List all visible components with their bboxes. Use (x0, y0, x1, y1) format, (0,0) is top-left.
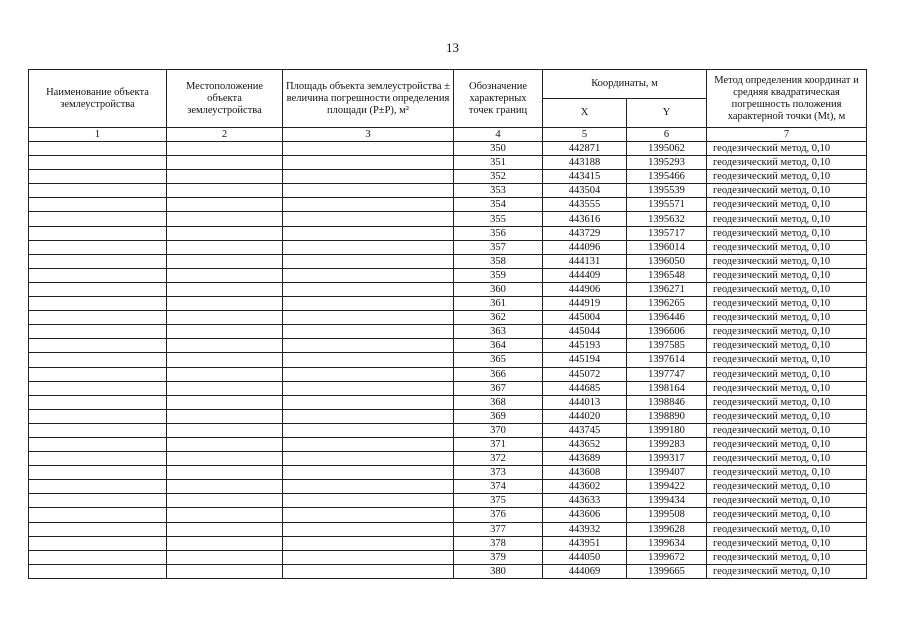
area-cell (283, 282, 454, 296)
coordinates-table (28, 69, 867, 579)
table-row (29, 325, 867, 339)
y-coordinate-cell: 1395632 (627, 212, 707, 226)
location-cell (167, 522, 283, 536)
y-coordinate-cell: 1395717 (627, 226, 707, 240)
method-cell: геодезический метод, 0,10 (707, 325, 867, 339)
location-cell (167, 240, 283, 254)
table-row (29, 226, 867, 240)
location-cell (167, 156, 283, 170)
area-cell (283, 564, 454, 578)
location-cell (167, 494, 283, 508)
object-name-cell (29, 226, 167, 240)
table-row (29, 367, 867, 381)
location-cell (167, 395, 283, 409)
y-coordinate-cell: 1395539 (627, 184, 707, 198)
method-cell: геодезический метод, 0,10 (707, 395, 867, 409)
table-row (29, 423, 867, 437)
method-cell: геодезический метод, 0,10 (707, 198, 867, 212)
x-coordinate-cell: 445004 (543, 311, 627, 325)
object-name-cell (29, 254, 167, 268)
object-name-cell (29, 452, 167, 466)
table-row (29, 550, 867, 564)
object-name-cell (29, 353, 167, 367)
location-cell (167, 268, 283, 282)
x-coordinate-cell: 445193 (543, 339, 627, 353)
object-name-cell (29, 409, 167, 423)
object-name-cell (29, 480, 167, 494)
point-cell: 379 (454, 550, 543, 564)
table-row (29, 297, 867, 311)
x-coordinate-cell: 443951 (543, 536, 627, 550)
page-number: 13 (446, 40, 459, 55)
table-row (29, 170, 867, 184)
y-coordinate-cell: 1397747 (627, 367, 707, 381)
table-row (29, 508, 867, 522)
point-cell: 369 (454, 409, 543, 423)
object-name-cell (29, 268, 167, 282)
point-cell: 364 (454, 339, 543, 353)
method-cell: геодезический метод, 0,10 (707, 508, 867, 522)
method-cell: геодезический метод, 0,10 (707, 522, 867, 536)
area-cell (283, 409, 454, 423)
y-coordinate-cell: 1395571 (627, 198, 707, 212)
method-cell: геодезический метод, 0,10 (707, 494, 867, 508)
location-cell (167, 536, 283, 550)
x-coordinate-cell: 443689 (543, 452, 627, 466)
x-coordinate-cell: 445044 (543, 325, 627, 339)
table-row (29, 353, 867, 367)
point-cell: 378 (454, 536, 543, 550)
area-cell (283, 325, 454, 339)
y-coordinate-cell: 1396014 (627, 240, 707, 254)
y-coordinate-cell: 1399672 (627, 550, 707, 564)
method-cell: геодезический метод, 0,10 (707, 311, 867, 325)
table-row (29, 409, 867, 423)
table-row (29, 142, 867, 156)
area-cell (283, 212, 454, 226)
x-coordinate-cell: 443602 (543, 480, 627, 494)
x-coordinate-cell: 444069 (543, 564, 627, 578)
method-cell: геодезический метод, 0,10 (707, 226, 867, 240)
y-coordinate-cell: 1396050 (627, 254, 707, 268)
x-coordinate-cell: 444096 (543, 240, 627, 254)
method-cell: геодезический метод, 0,10 (707, 170, 867, 184)
object-name-cell (29, 170, 167, 184)
header-area: Площадь объекта землеустройства ± величина погрешности определения площади (P±P), м² (283, 70, 454, 128)
object-name-cell (29, 508, 167, 522)
table-row (29, 466, 867, 480)
column-number: 4 (454, 128, 543, 142)
location-cell (167, 550, 283, 564)
area-cell (283, 254, 454, 268)
column-number: 7 (707, 128, 867, 142)
location-cell (167, 198, 283, 212)
point-cell: 363 (454, 325, 543, 339)
point-cell: 372 (454, 452, 543, 466)
location-cell (167, 212, 283, 226)
point-cell: 365 (454, 353, 543, 367)
table-row (29, 536, 867, 550)
area-cell (283, 367, 454, 381)
point-cell: 375 (454, 494, 543, 508)
object-name-cell (29, 550, 167, 564)
x-coordinate-cell: 444685 (543, 381, 627, 395)
table-row (29, 184, 867, 198)
x-coordinate-cell: 443652 (543, 437, 627, 451)
column-number: 3 (283, 128, 454, 142)
location-cell (167, 325, 283, 339)
method-cell: геодезический метод, 0,10 (707, 564, 867, 578)
column-numbers-row (29, 128, 867, 142)
column-number: 1 (29, 128, 167, 142)
point-cell: 377 (454, 522, 543, 536)
area-cell (283, 395, 454, 409)
method-cell: геодезический метод, 0,10 (707, 480, 867, 494)
x-coordinate-cell: 444409 (543, 268, 627, 282)
object-name-cell (29, 395, 167, 409)
area-cell (283, 353, 454, 367)
column-number: 5 (543, 128, 627, 142)
y-coordinate-cell: 1399434 (627, 494, 707, 508)
method-cell: геодезический метод, 0,10 (707, 212, 867, 226)
point-cell: 356 (454, 226, 543, 240)
header-y: Y (627, 99, 707, 128)
area-cell (283, 522, 454, 536)
location-cell (167, 564, 283, 578)
y-coordinate-cell: 1397585 (627, 339, 707, 353)
method-cell: геодезический метод, 0,10 (707, 156, 867, 170)
table-row (29, 212, 867, 226)
point-cell: 350 (454, 142, 543, 156)
y-coordinate-cell: 1399317 (627, 452, 707, 466)
table-row (29, 522, 867, 536)
point-cell: 354 (454, 198, 543, 212)
point-cell: 380 (454, 564, 543, 578)
location-cell (167, 367, 283, 381)
point-cell: 360 (454, 282, 543, 296)
column-number: 2 (167, 128, 283, 142)
table-row (29, 494, 867, 508)
location-cell (167, 480, 283, 494)
object-name-cell (29, 522, 167, 536)
y-coordinate-cell: 1399283 (627, 437, 707, 451)
location-cell (167, 466, 283, 480)
object-name-cell (29, 339, 167, 353)
object-name-cell (29, 536, 167, 550)
object-name-cell (29, 198, 167, 212)
location-cell (167, 282, 283, 296)
area-cell (283, 297, 454, 311)
area-cell (283, 494, 454, 508)
location-cell (167, 409, 283, 423)
y-coordinate-cell: 1399422 (627, 480, 707, 494)
method-cell: геодезический метод, 0,10 (707, 339, 867, 353)
point-cell: 373 (454, 466, 543, 480)
method-cell: геодезический метод, 0,10 (707, 466, 867, 480)
area-cell (283, 226, 454, 240)
y-coordinate-cell: 1397614 (627, 353, 707, 367)
y-coordinate-cell: 1396446 (627, 311, 707, 325)
object-name-cell (29, 142, 167, 156)
object-name-cell (29, 282, 167, 296)
point-cell: 374 (454, 480, 543, 494)
x-coordinate-cell: 444131 (543, 254, 627, 268)
table-row (29, 564, 867, 578)
y-coordinate-cell: 1399665 (627, 564, 707, 578)
location-cell (167, 170, 283, 184)
y-coordinate-cell: 1395062 (627, 142, 707, 156)
y-coordinate-cell: 1395466 (627, 170, 707, 184)
table-row (29, 381, 867, 395)
header-x: X (543, 99, 627, 128)
header-location: Местоположение объекта землеустройства (167, 70, 283, 128)
method-cell: геодезический метод, 0,10 (707, 381, 867, 395)
object-name-cell (29, 311, 167, 325)
y-coordinate-cell: 1396606 (627, 325, 707, 339)
table-row (29, 156, 867, 170)
area-cell (283, 466, 454, 480)
location-cell (167, 254, 283, 268)
table-row (29, 452, 867, 466)
point-cell: 358 (454, 254, 543, 268)
y-coordinate-cell: 1396271 (627, 282, 707, 296)
object-name-cell (29, 466, 167, 480)
location-cell (167, 184, 283, 198)
x-coordinate-cell: 443608 (543, 466, 627, 480)
area-cell (283, 452, 454, 466)
location-cell (167, 353, 283, 367)
method-cell: геодезический метод, 0,10 (707, 536, 867, 550)
x-coordinate-cell: 443729 (543, 226, 627, 240)
area-cell (283, 423, 454, 437)
table-row (29, 254, 867, 268)
y-coordinate-cell: 1399180 (627, 423, 707, 437)
point-cell: 362 (454, 311, 543, 325)
area-cell (283, 170, 454, 184)
x-coordinate-cell: 443616 (543, 212, 627, 226)
x-coordinate-cell: 444919 (543, 297, 627, 311)
method-cell: геодезический метод, 0,10 (707, 409, 867, 423)
x-coordinate-cell: 443415 (543, 170, 627, 184)
location-cell (167, 297, 283, 311)
table-row (29, 240, 867, 254)
x-coordinate-cell: 443932 (543, 522, 627, 536)
object-name-cell (29, 297, 167, 311)
method-cell: геодезический метод, 0,10 (707, 142, 867, 156)
y-coordinate-cell: 1398890 (627, 409, 707, 423)
method-cell: геодезический метод, 0,10 (707, 297, 867, 311)
x-coordinate-cell: 443633 (543, 494, 627, 508)
point-cell: 352 (454, 170, 543, 184)
area-cell (283, 339, 454, 353)
x-coordinate-cell: 445194 (543, 353, 627, 367)
point-cell: 370 (454, 423, 543, 437)
y-coordinate-cell: 1398164 (627, 381, 707, 395)
table-row (29, 311, 867, 325)
column-number: 6 (627, 128, 707, 142)
object-name-cell (29, 367, 167, 381)
location-cell (167, 508, 283, 522)
area-cell (283, 437, 454, 451)
object-name-cell (29, 325, 167, 339)
x-coordinate-cell: 444906 (543, 282, 627, 296)
table-row (29, 198, 867, 212)
point-cell: 351 (454, 156, 543, 170)
table-row (29, 395, 867, 409)
point-cell: 376 (454, 508, 543, 522)
method-cell: геодезический метод, 0,10 (707, 268, 867, 282)
table-row (29, 268, 867, 282)
method-cell: геодезический метод, 0,10 (707, 437, 867, 451)
point-cell: 361 (454, 297, 543, 311)
area-cell (283, 184, 454, 198)
point-cell: 353 (454, 184, 543, 198)
object-name-cell (29, 381, 167, 395)
point-cell: 357 (454, 240, 543, 254)
area-cell (283, 198, 454, 212)
method-cell: геодезический метод, 0,10 (707, 240, 867, 254)
point-cell: 368 (454, 395, 543, 409)
header-object-name: Наименование объекта землеустройства (29, 70, 167, 128)
table-row (29, 282, 867, 296)
y-coordinate-cell: 1395293 (627, 156, 707, 170)
location-cell (167, 311, 283, 325)
object-name-cell (29, 184, 167, 198)
location-cell (167, 437, 283, 451)
method-cell: геодезический метод, 0,10 (707, 184, 867, 198)
method-cell: геодезический метод, 0,10 (707, 282, 867, 296)
x-coordinate-cell: 443745 (543, 423, 627, 437)
y-coordinate-cell: 1399407 (627, 466, 707, 480)
object-name-cell (29, 494, 167, 508)
y-coordinate-cell: 1399508 (627, 508, 707, 522)
area-cell (283, 550, 454, 564)
x-coordinate-cell: 442871 (543, 142, 627, 156)
object-name-cell (29, 212, 167, 226)
header-coordinates: Координаты, м (543, 70, 707, 99)
area-cell (283, 536, 454, 550)
area-cell (283, 240, 454, 254)
y-coordinate-cell: 1398846 (627, 395, 707, 409)
y-coordinate-cell: 1399634 (627, 536, 707, 550)
object-name-cell (29, 423, 167, 437)
object-name-cell (29, 564, 167, 578)
object-name-cell (29, 240, 167, 254)
area-cell (283, 311, 454, 325)
point-cell: 371 (454, 437, 543, 451)
table-row (29, 480, 867, 494)
method-cell: геодезический метод, 0,10 (707, 367, 867, 381)
point-cell: 355 (454, 212, 543, 226)
x-coordinate-cell: 444050 (543, 550, 627, 564)
area-cell (283, 268, 454, 282)
area-cell (283, 156, 454, 170)
y-coordinate-cell: 1396265 (627, 297, 707, 311)
x-coordinate-cell: 443555 (543, 198, 627, 212)
area-cell (283, 142, 454, 156)
point-cell: 359 (454, 268, 543, 282)
table-row (29, 339, 867, 353)
location-cell (167, 339, 283, 353)
header-point-designation: Обозначение характерных точек границ (454, 70, 543, 128)
x-coordinate-cell: 445072 (543, 367, 627, 381)
y-coordinate-cell: 1399628 (627, 522, 707, 536)
method-cell: геодезический метод, 0,10 (707, 353, 867, 367)
method-cell: геодезический метод, 0,10 (707, 254, 867, 268)
location-cell (167, 226, 283, 240)
area-cell (283, 381, 454, 395)
table-body (29, 142, 867, 579)
table-row (29, 437, 867, 451)
x-coordinate-cell: 443188 (543, 156, 627, 170)
point-cell: 366 (454, 367, 543, 381)
header-method: Метод определения координат и средняя квадратическая погрешность положения характерной точки (Mt), м (707, 70, 867, 128)
area-cell (283, 508, 454, 522)
object-name-cell (29, 156, 167, 170)
method-cell: геодезический метод, 0,10 (707, 452, 867, 466)
x-coordinate-cell: 444020 (543, 409, 627, 423)
location-cell (167, 142, 283, 156)
x-coordinate-cell: 444013 (543, 395, 627, 409)
method-cell: геодезический метод, 0,10 (707, 423, 867, 437)
area-cell (283, 480, 454, 494)
object-name-cell (29, 437, 167, 451)
location-cell (167, 452, 283, 466)
point-cell: 367 (454, 381, 543, 395)
location-cell (167, 381, 283, 395)
x-coordinate-cell: 443504 (543, 184, 627, 198)
x-coordinate-cell: 443606 (543, 508, 627, 522)
location-cell (167, 423, 283, 437)
method-cell: геодезический метод, 0,10 (707, 550, 867, 564)
y-coordinate-cell: 1396548 (627, 268, 707, 282)
